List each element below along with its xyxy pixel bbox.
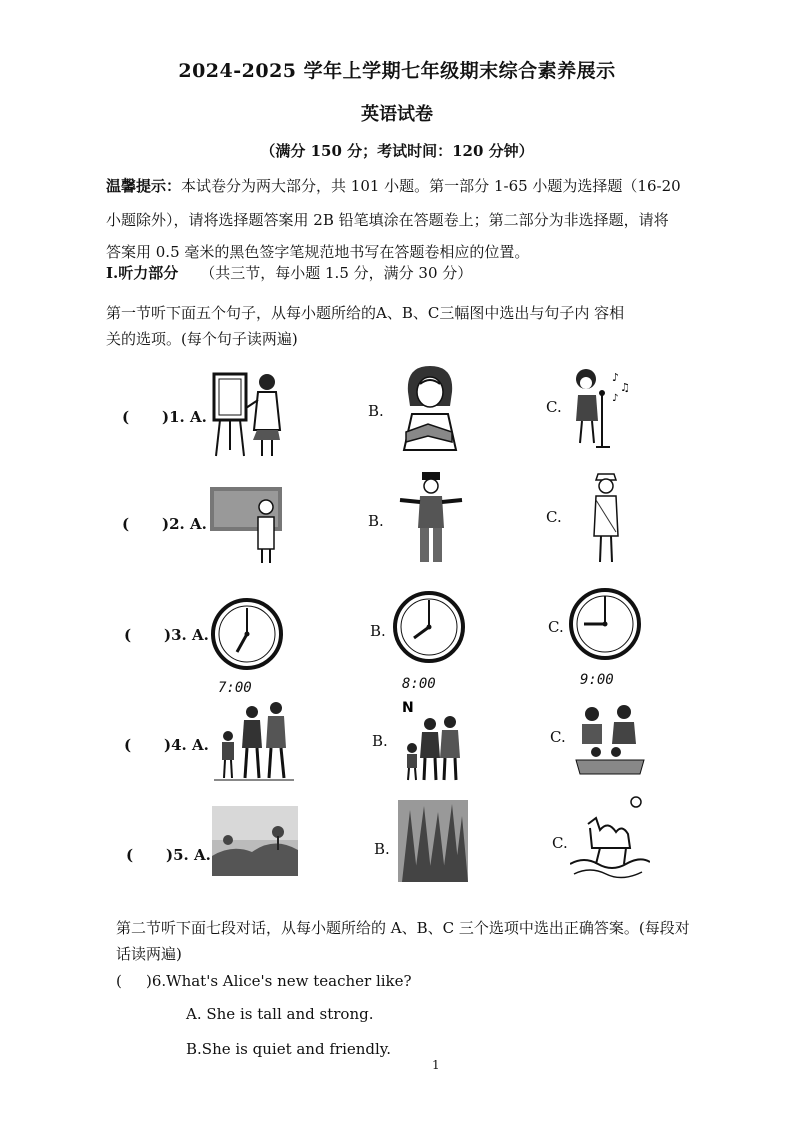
question-2-label [122, 515, 207, 533]
notice-label: 温馨提示： [106, 177, 182, 195]
exam-info: （满分 150 分；考试时间：120 分钟） [260, 142, 534, 160]
option-c-label: C. [552, 834, 568, 852]
option-b-label: B. [374, 840, 390, 858]
question-6-option-b: B.She is quiet and friendly. [186, 1040, 392, 1058]
man-blackboard-icon [208, 485, 288, 565]
section2-line-1: 第二节听下面七段对话，从每小题所给的 A、B、C 三个选项中选出正确答案。(每段对 [116, 919, 690, 937]
woman-easel-icon [210, 368, 285, 460]
notice-text-1: 本试卷分为两大部分，共 101 小题。第一部分 1-65 小题为选择题（16-20 [181, 177, 681, 195]
question-number: )2. A. [162, 515, 207, 533]
section1-intro [106, 300, 706, 352]
notice-line-3: 答案用 0.5 毫米的黑色签字笔规范地书写在答题卷相应的位置。 [106, 243, 530, 261]
section2-line-2: 话读两遍) [116, 945, 182, 963]
section1-line-1: 第一节听下面五个句子，从每小题所给的A、B、C三幅图中选出与句子内 容相 [106, 304, 625, 322]
forest-icon [398, 800, 468, 882]
clock-8-icon [392, 582, 466, 672]
question-number: )3. A. [164, 626, 209, 644]
page-number: 1 [432, 1058, 440, 1072]
svg-text:♫: ♫ [620, 381, 630, 394]
question-6-option-a: A. She is tall and strong. [186, 1005, 374, 1023]
answer-paren: ( [116, 972, 122, 990]
family-standing-icon [398, 700, 464, 782]
section1-line-2: 关的选项。(每个句子读两遍) [106, 330, 298, 348]
family-sitting-icon [572, 700, 648, 778]
answer-paren: ( [124, 736, 132, 754]
question-4-label [124, 736, 209, 754]
listening-section-title [106, 262, 472, 283]
notice-line-2: 小题除外），请将选择题答案用 2B 铅笔填涂在答题卷上；第二部分为非选择题，请将 [106, 211, 669, 229]
exam-subject: 英语试卷 [361, 104, 433, 125]
option-c-label: C. [546, 508, 562, 526]
handwritten-time-b: 8:00 [402, 676, 436, 692]
handwritten-time-a: 7:00 [218, 680, 252, 696]
option-b-label: B. [370, 622, 386, 640]
answer-paren: ( [126, 846, 134, 864]
camel-desert-icon [570, 794, 650, 884]
question-5-label [126, 846, 211, 864]
handwritten-time-c: 9:00 [580, 672, 614, 688]
svg-text:N: N [402, 700, 414, 716]
option-b-label: B. [368, 402, 384, 420]
listening-subtitle: （共三节，每小题 1.5 分，满分 30 分） [200, 264, 473, 282]
section2-intro [116, 915, 756, 967]
clock-7-icon [210, 592, 284, 678]
girl-reading-icon [398, 362, 460, 454]
notice-line-1 [106, 168, 756, 204]
family-walking-icon [212, 698, 296, 782]
question-3-label [124, 626, 209, 644]
option-c-label: C. [548, 618, 564, 636]
answer-paren: ( [122, 515, 130, 533]
svg-text:♪: ♪ [612, 393, 619, 404]
listening-title: I.听力部分 [106, 264, 179, 282]
question-number: )5. A. [166, 846, 211, 864]
option-c-label: C. [546, 398, 562, 416]
question-6 [116, 972, 412, 990]
nurse-icon [586, 470, 626, 566]
clock-9-icon [568, 578, 642, 670]
option-b-label: B. [368, 512, 384, 530]
answer-paren: ( [124, 626, 132, 644]
svg-text:♪: ♪ [612, 371, 620, 384]
exam-title: 2024-2025 学年上学期七年级期末综合素养展示 [178, 60, 616, 82]
landscape-icon [212, 806, 298, 876]
option-c-label: C. [550, 728, 566, 746]
question-6-text: )6.What's Alice's new teacher like? [146, 972, 412, 990]
girl-singing-icon [568, 365, 636, 453]
answer-paren: ( [122, 408, 130, 426]
question-number: )1. A. [162, 408, 207, 426]
question-number: )4. A. [164, 736, 209, 754]
question-1-label [122, 408, 207, 426]
policeman-icon [396, 470, 466, 566]
option-b-label: B. [372, 732, 388, 750]
